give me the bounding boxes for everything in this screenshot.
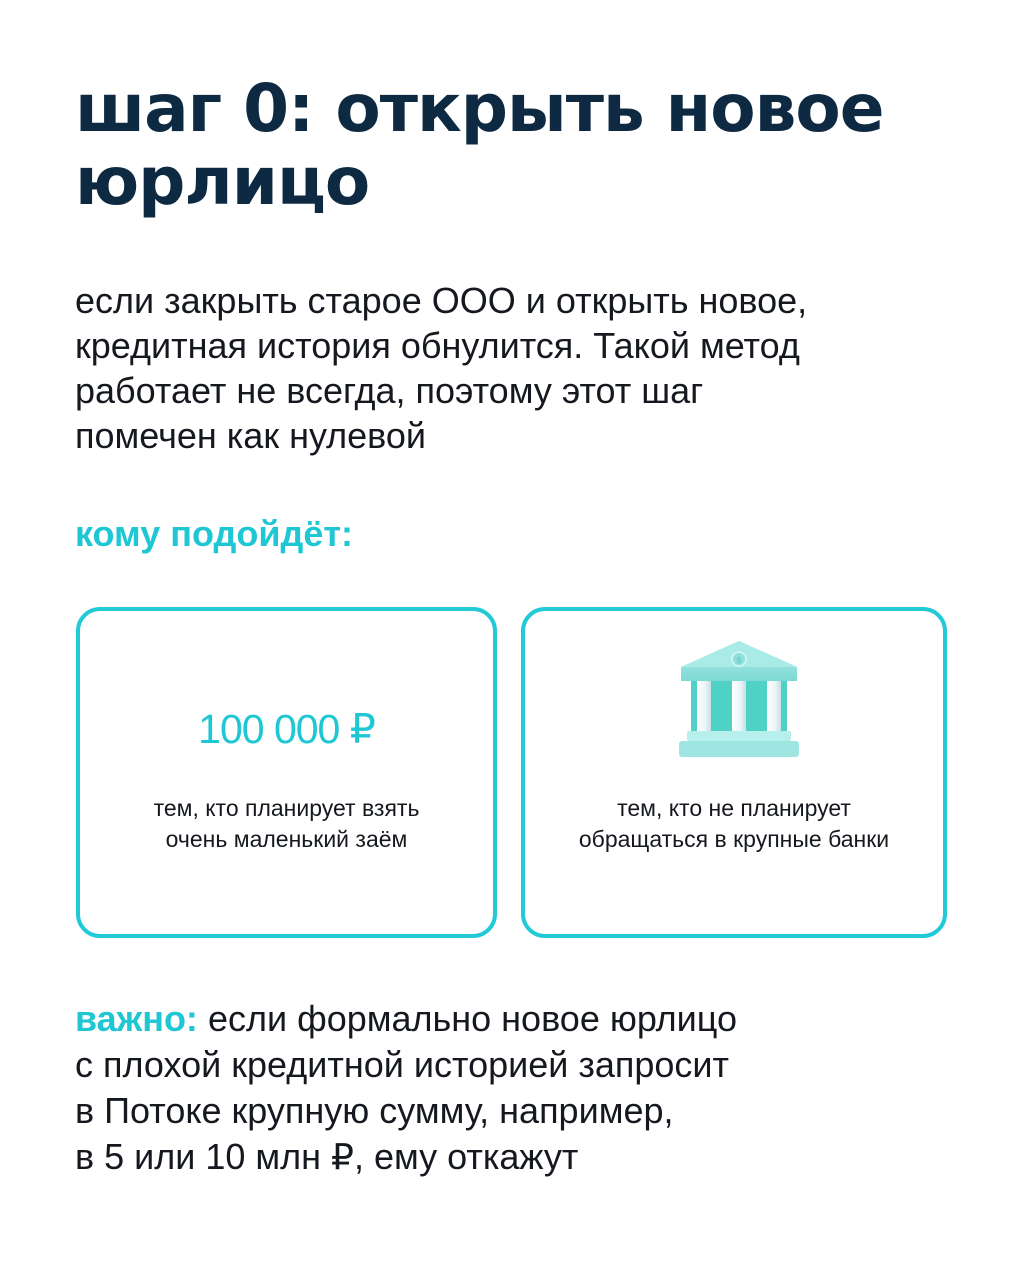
important-note [75, 996, 975, 1180]
card-text-line: обращаться в крупные банки [578, 826, 890, 852]
note-line: с плохой кредитной историей запросит [75, 1044, 730, 1085]
bank-icon [677, 639, 801, 761]
svg-text:$: $ [736, 656, 742, 666]
card-text-line: тем, кто не планирует [617, 795, 851, 821]
suitable-heading: кому подойдёт: [75, 513, 353, 554]
card-amount: 100 000 ₽ [198, 706, 375, 752]
title-line: юрлицо [75, 143, 370, 220]
card-no-big-banks [521, 607, 947, 938]
intro-line: работает не всегда, поэтому этот шаг [75, 370, 704, 411]
note-line: в 5 или 10 млн ₽, ему откажут [75, 1136, 579, 1177]
card-description [525, 793, 943, 855]
intro-line: кредитная история обнулится. Такой метод [75, 325, 800, 366]
intro-line: если закрыть старое ООО и открыть новое, [75, 280, 808, 321]
card-text-line: очень маленький заём [165, 826, 408, 852]
page-title [75, 72, 955, 218]
note-text: если формально новое юрлицо [197, 998, 737, 1039]
intro-line: помечен как нулевой [75, 415, 427, 456]
card-small-loan [76, 607, 497, 938]
title-line: шаг 0: открыть новое [75, 70, 884, 147]
card-description [80, 793, 493, 855]
note-label: важно: [75, 998, 198, 1039]
note-line [75, 996, 975, 1042]
intro-paragraph [75, 278, 955, 458]
note-line: в Потоке крупную сумму, например, [75, 1090, 674, 1131]
card-text-line: тем, кто планирует взять [153, 795, 420, 821]
